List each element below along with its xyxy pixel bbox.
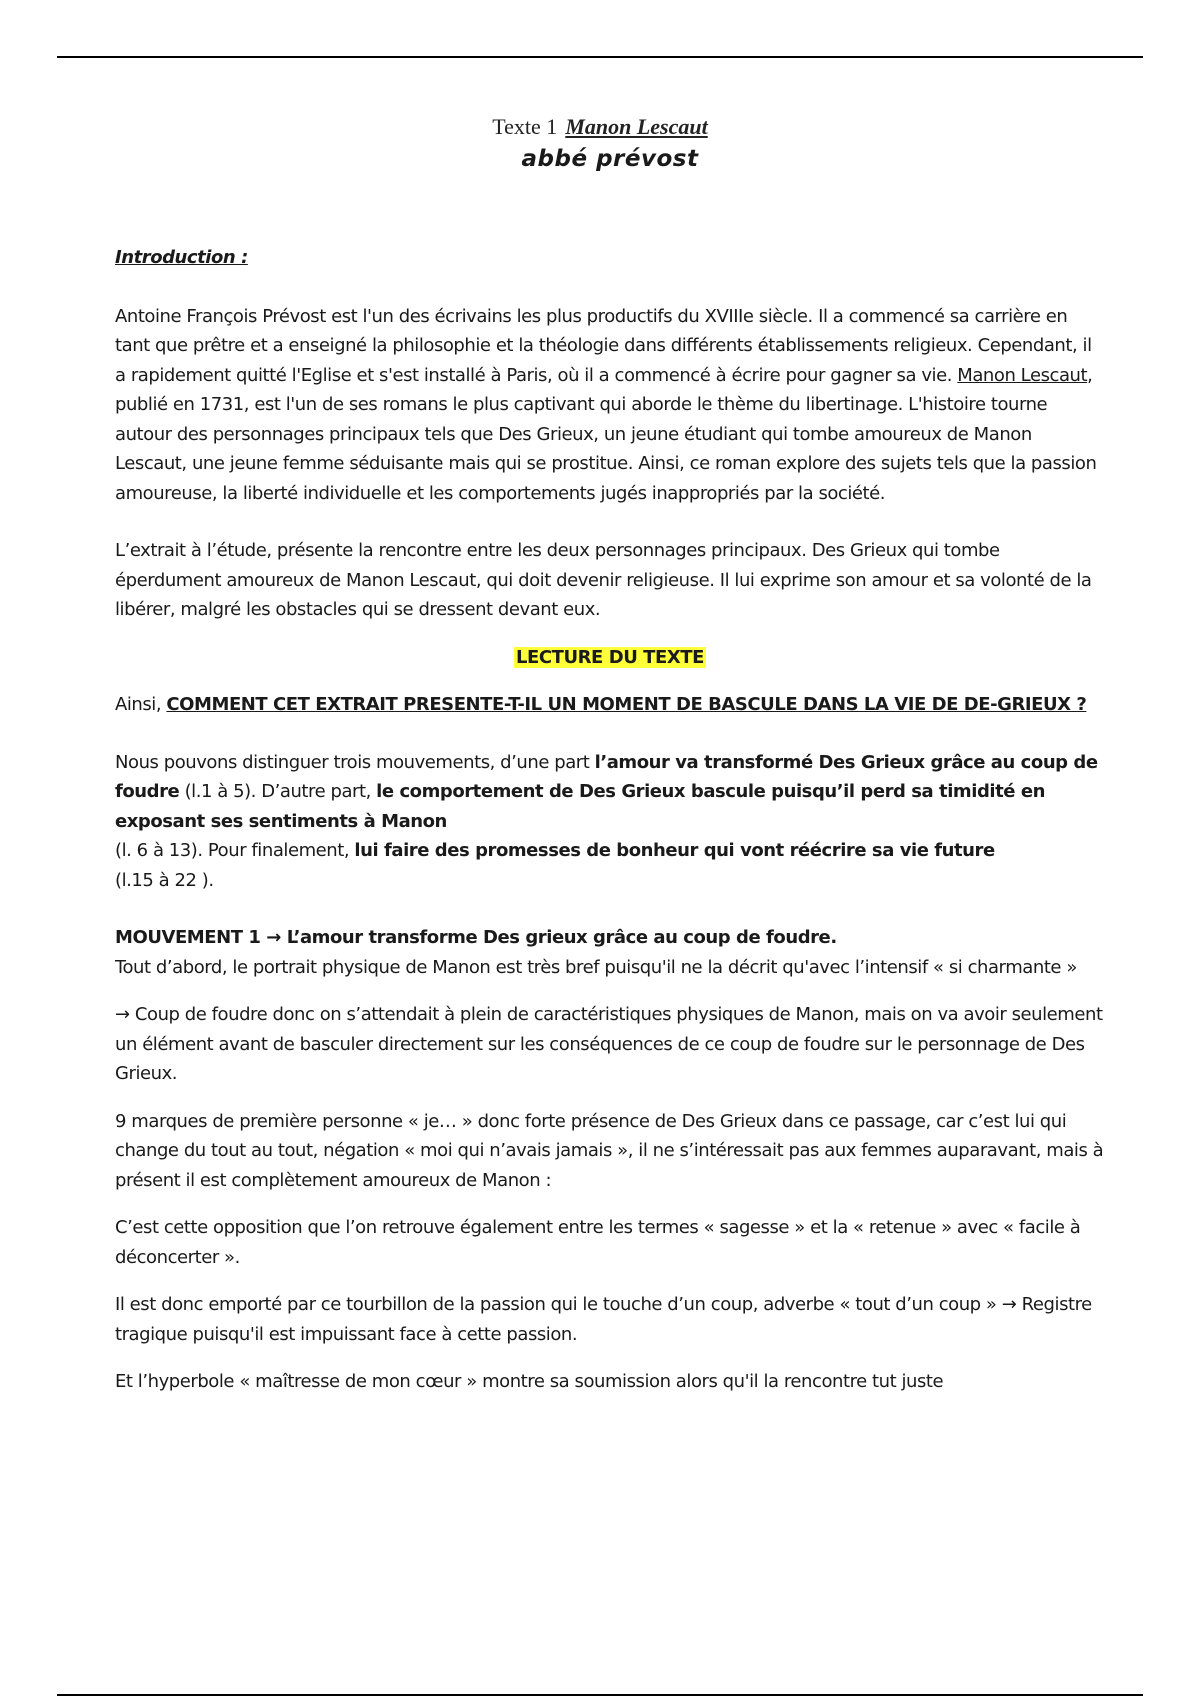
lecture-line <box>115 643 1105 673</box>
texte-label: Texte 1 <box>492 114 558 139</box>
mouvement-1-paragraph-3: 9 marques de première personne « je… » donc forte présence de Des Grieux dans ce passage, car c’est lui qui change du tout au tout, négation « moi qui n’avais jamais », il ne s’intéressait pas aux femmes auparavant, mais à présent il est complètement amoureux de Manon : <box>115 1110 1104 1191</box>
document-body <box>115 243 1105 1397</box>
mouvement-1-label: MOUVEMENT 1 <box>115 927 267 948</box>
mouvement-1-paragraph-2: → Coup de foudre donc on s’attendait à plein de caractéristiques physiques de Manon, mais on va avoir seulement un élément avant de basculer directement sur les conséquences de ce coup de foudre sur le personnage de Des Grieux. <box>115 1004 1103 1084</box>
arrow-icon: → <box>266 927 281 948</box>
book-title: Manon Lescaut <box>565 114 708 139</box>
intro-paragraph-1 <box>115 302 1105 509</box>
plan-movement-1: l’amour va transformé Des Grieux grâce au coup de foudre <box>115 751 1098 802</box>
mouvement-1-title: L’amour transforme Des grieux grâce au coup de foudre. <box>280 927 837 948</box>
problematique <box>115 690 1105 720</box>
intro-p1-text-a: Antoine François Prévost est l'un des écrivains les plus productifs du XVIIIe siècle. Il a commencé sa carrière en tant que prêtre et a enseigné la philosophie et la théologie dans différents établissements religieux. Cependant, il a rapidement quitté l'Eglise et s'est installé à Paris, où il a commencé à écrire pour gagner sa vie. <box>115 305 1092 386</box>
lecture-label: LECTURE DU TEXTE <box>516 646 704 668</box>
plan-text-2: (l.1 à 5). D’autre part, <box>179 781 377 802</box>
plan-movement-3: lui faire des promesses de bonheur qui vont réécrire sa vie future <box>354 840 995 861</box>
problematique-question: COMMENT CET EXTRAIT PRESENTE-T-IL UN MOMENT DE BASCULE DANS LA VIE DE DE-GRIEUX ? <box>166 694 1087 715</box>
plan-paragraph <box>115 748 1105 896</box>
plan-text-4: (l.15 à 22 ). <box>115 869 214 891</box>
plan-movement-2: le comportement de Des Grieux bascule puisqu’il perd sa timidité en exposant ses sentiments à Manon <box>115 781 1045 832</box>
introduction-heading: Introduction : <box>115 247 248 268</box>
mouvement-1-paragraph-5: Il est donc emporté par ce tourbillon de la passion qui le touche d’un coup, adverbe « tout d’un coup » → Registre tragique puisqu'il est impuissant face à cette passion. <box>115 1294 1092 1345</box>
mouvement-1-paragraph-1: Tout d’abord, le portrait physique de Manon est très bref puisqu'il ne la décrit qu'avec l’intensif « si charmante » <box>115 956 1077 978</box>
plan-text-3: (l. 6 à 13). Pour finalement, <box>115 840 355 861</box>
top-rule <box>57 56 1143 58</box>
bottom-rule <box>57 1694 1143 1696</box>
author-name: abbé prévost <box>521 146 699 172</box>
problematique-lead: Ainsi, <box>115 694 167 715</box>
title-block <box>0 112 1200 176</box>
mouvement-1-paragraph-4: C’est cette opposition que l’on retrouve également entre les termes « sagesse » et la « retenue » avec « facile à déconcerter ». <box>115 1217 1081 1268</box>
intro-p1-text-b: , publié en 1731, est l'un de ses romans le plus captivant qui aborde le thème du libertinage. L'histoire tourne autour des personnages principaux tels que Des Grieux, un jeune étudiant qui tombe amoureux de Manon Lescaut, une jeune femme séduisante mais qui se prostitue. Ainsi, ce roman explore des sujets tels que la passion amoureuse, la liberté individuelle et les comportements jugés inappropriés par la société. <box>115 364 1097 504</box>
document-title <box>0 112 1200 142</box>
intro-paragraph-2: L’extrait à l’étude, présente la rencontre entre les deux personnages principaux. Des Grieux qui tombe éperdument amoureux de Manon Lescaut, qui doit devenir religieuse. Il lui exprime son amour et sa volonté de la libérer, malgré les obstacles qui se dressent devant eux. <box>115 540 1092 620</box>
mouvement-1-paragraph-6: Et l’hyperbole « maîtresse de mon cœur » montre sa soumission alors qu'il la rencontre tut juste <box>115 1371 944 1392</box>
plan-text-1: Nous pouvons distinguer trois mouvements, d’une part <box>115 751 595 773</box>
mouvement-1-heading <box>115 923 1105 953</box>
intro-p1-book-title: Manon Lescaut <box>957 364 1088 386</box>
